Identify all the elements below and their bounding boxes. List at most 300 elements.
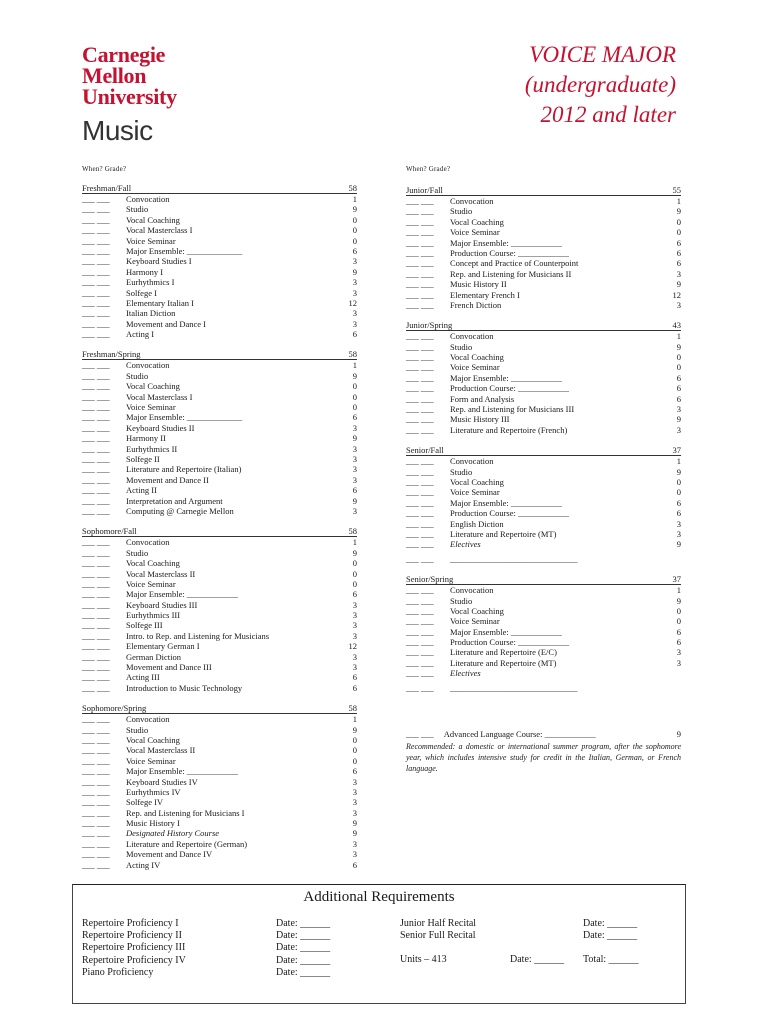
course-row [82, 464, 357, 474]
blank-marks: ___ ___ [406, 393, 434, 404]
course-units: 0 [352, 568, 357, 579]
course-name: Electives [450, 539, 481, 550]
semester-section [406, 185, 681, 310]
course-units: 6 [676, 393, 681, 404]
course-units: 6 [352, 485, 357, 496]
cmu-logo [82, 44, 177, 147]
left-column-header: When? Grade? [82, 165, 127, 173]
course-name: Literature and Repertoire (E/C) [450, 647, 557, 658]
course-row [406, 539, 681, 549]
course-units: 1 [676, 585, 681, 596]
course-row [406, 647, 681, 657]
course-name: Major Ensemble: ____________ [450, 372, 562, 383]
blank-marks: ___ ___ [406, 553, 434, 564]
course-name: Vocal Coaching [450, 605, 504, 616]
semester-header [82, 183, 357, 194]
course-name: Vocal Masterclass I [126, 225, 193, 236]
course-units: 0 [352, 214, 357, 225]
blank-marks: ___ ___ [82, 776, 110, 787]
blank-marks: ___ ___ [406, 518, 434, 529]
course-name: Music History I [126, 818, 180, 829]
course-units: 1 [352, 194, 357, 204]
course-units: 0 [676, 216, 681, 227]
course-name: Movement and Dance II [126, 474, 209, 485]
course-row [406, 300, 681, 310]
course-name: Elementary French I [450, 289, 520, 300]
course-name: Vocal Coaching [126, 734, 180, 745]
blank-marks: ___ ___ [82, 672, 110, 683]
semester-total-units: 37 [672, 445, 681, 456]
course-units: 0 [352, 391, 357, 402]
course-units: 3 [676, 528, 681, 539]
blank-marks: ___ ___ [406, 424, 434, 435]
course-units: 1 [676, 456, 681, 467]
course-row [82, 360, 357, 370]
blank-marks: ___ ___ [406, 414, 434, 425]
course-row [406, 342, 681, 352]
blank-marks: ___ ___ [82, 578, 110, 589]
course-row [406, 658, 681, 668]
blank-marks: ___ ___ [82, 547, 110, 558]
semester-name: Junior/Spring [406, 320, 453, 331]
course-name: Studio [450, 595, 473, 606]
semester-total-units: 58 [348, 349, 357, 360]
course-row [406, 668, 681, 678]
course-row [82, 236, 357, 246]
course-row [406, 238, 681, 248]
course-name: Rep. and Listening for Musicians III [450, 404, 575, 415]
course-row [406, 508, 681, 518]
left-course-column [82, 183, 357, 880]
recital-item: Senior Full Recital [400, 930, 476, 942]
blank-marks: ___ ___ [82, 495, 110, 506]
course-row [406, 373, 681, 383]
blank-marks: ___ ___ [406, 227, 434, 238]
course-name: Eurhythmics III [126, 610, 181, 621]
course-row [406, 279, 681, 289]
course-units: 0 [352, 578, 357, 589]
course-row [82, 725, 357, 735]
proficiency-item: Repertoire Proficiency II [82, 930, 182, 942]
course-units: 6 [676, 383, 681, 394]
blank-marks: ___ ___ [406, 528, 434, 539]
course-units: 3 [352, 505, 357, 516]
course-units: 0 [352, 734, 357, 745]
right-course-column [406, 185, 681, 774]
blank-marks: ___ ___ [82, 849, 110, 860]
blank-marks: ___ ___ [406, 352, 434, 363]
course-name: Vocal Coaching [450, 476, 504, 487]
title-line-1: VOICE MAJOR [529, 42, 676, 67]
course-name: Movement and Dance IV [126, 849, 213, 860]
semester-name: Senior/Spring [406, 574, 454, 585]
blank-marks: ___ ___ [82, 474, 110, 485]
date-field: Date: ______ [583, 918, 638, 929]
course-units: 3 [352, 308, 357, 319]
course-units: 3 [352, 277, 357, 288]
course-name: Vocal Coaching [126, 214, 180, 225]
course-row [406, 627, 681, 637]
blank-marks: ___ ___ [82, 287, 110, 298]
course-units: 3 [352, 610, 357, 621]
course-units: 3 [676, 299, 681, 310]
course-units: 0 [676, 476, 681, 487]
semester-total-units: 58 [348, 526, 357, 537]
course-row [406, 217, 681, 227]
course-units: 3 [352, 443, 357, 454]
blank-marks: ___ ___ [82, 745, 110, 756]
course-units: 6 [352, 672, 357, 683]
course-row [406, 196, 681, 206]
course-name: Rep. and Listening for Musicians I [126, 807, 245, 818]
course-row [406, 637, 681, 647]
course-row [82, 506, 357, 516]
course-row [406, 352, 681, 362]
blank-marks: ___ ___ [82, 537, 110, 548]
blank-marks: ___ ___ [406, 206, 434, 217]
course-row [406, 258, 681, 268]
course-units: 3 [676, 657, 681, 668]
blank-marks: ___ ___ [82, 214, 110, 225]
course-row [82, 631, 357, 641]
blank-marks: ___ ___ [82, 422, 110, 433]
semester-header [406, 445, 681, 456]
course-name: Convocation [126, 714, 170, 725]
units-total: Units – 413 [400, 954, 447, 965]
course-name: Vocal Coaching [450, 352, 504, 363]
course-name: Studio [450, 206, 473, 217]
blank-marks: ___ ___ [82, 682, 110, 693]
course-units: 1 [352, 714, 357, 725]
course-row [82, 277, 357, 287]
course-units: 0 [352, 745, 357, 756]
semester-name: Senior/Fall [406, 445, 444, 456]
course-units: 1 [676, 196, 681, 206]
course-row [82, 610, 357, 620]
blank-marks: ___ ___ [82, 734, 110, 745]
course-row [82, 256, 357, 266]
additional-requirements-title: Additional Requirements [303, 889, 455, 905]
semester-header [82, 526, 357, 537]
blank-marks: ___ ___ [406, 729, 434, 740]
course-row [82, 423, 357, 433]
units-date: Date: ______ [510, 954, 565, 965]
course-row [406, 467, 681, 477]
blank-marks: ___ ___ [406, 508, 434, 519]
blank-marks: ___ ___ [406, 258, 434, 269]
course-units: 3 [352, 256, 357, 267]
course-units: 12 [348, 641, 357, 652]
course-row [82, 797, 357, 807]
blank-marks: ___ ___ [82, 641, 110, 652]
course-row [82, 548, 357, 558]
blank-marks: ___ ___ [406, 404, 434, 415]
proficiency-item: Repertoire Proficiency I [82, 918, 179, 929]
course-units: 9 [352, 495, 357, 506]
blank-marks: ___ ___ [82, 194, 110, 204]
course-name: Voice Seminar [450, 227, 500, 238]
course-name: Form and Analysis [450, 393, 515, 404]
course-row [82, 569, 357, 579]
advanced-language-row [406, 729, 681, 739]
course-units: 3 [352, 453, 357, 464]
course-units: 3 [352, 474, 357, 485]
proficiency-item: Repertoire Proficiency III [82, 942, 186, 954]
course-units: 6 [352, 329, 357, 340]
blank-marks: ___ ___ [82, 297, 110, 308]
course-row [406, 498, 681, 508]
semester-total-units: 58 [348, 703, 357, 714]
title-line-2: (undergraduate) [524, 72, 676, 97]
course-units: 0 [352, 402, 357, 413]
total-field: Total: ______ [583, 954, 639, 965]
course-row [406, 394, 681, 404]
blank-marks: ___ ___ [82, 651, 110, 662]
course-row [82, 381, 357, 391]
date-field: Date: ______ [276, 930, 331, 942]
course-name: Production Course: ____________ [450, 637, 569, 648]
course-units: 9 [352, 433, 357, 444]
course-name: Literature and Repertoire (French) [450, 424, 568, 435]
course-name: Introduction to Music Technology [126, 682, 243, 693]
course-name: Voice Seminar [126, 402, 176, 413]
course-units: 9 [352, 204, 357, 215]
course-units: 3 [676, 268, 681, 279]
course-name: Voice Seminar [450, 616, 500, 627]
course-name: Electives [450, 668, 481, 679]
course-units: 3 [352, 776, 357, 787]
course-row [82, 204, 357, 214]
course-units: 3 [352, 318, 357, 329]
course-row [82, 620, 357, 630]
course-units: 0 [676, 616, 681, 627]
course-units: 3 [676, 404, 681, 415]
course-row [82, 485, 357, 495]
course-name: Elementary Italian I [126, 297, 194, 308]
blank-marks: ___ ___ [82, 620, 110, 631]
course-units: 6 [676, 637, 681, 648]
blank-marks: ___ ___ [82, 485, 110, 496]
course-name: Convocation [126, 194, 170, 204]
blank-marks: ___ ___ [82, 589, 110, 600]
recital-dates [583, 918, 637, 942]
course-name: Interpretation and Argument [126, 495, 223, 506]
course-row [82, 683, 357, 693]
course-row [82, 433, 357, 443]
blank-marks: ___ ___ [406, 487, 434, 498]
course-name: Solfege III [126, 620, 163, 631]
blank-marks: ___ ___ [82, 766, 110, 777]
blank-marks: ___ ___ [406, 647, 434, 658]
course-name: Vocal Coaching [126, 381, 180, 392]
blank-marks: ___ ___ [82, 277, 110, 288]
course-row [82, 672, 357, 682]
course-units: 0 [676, 487, 681, 498]
blank-marks: ___ ___ [82, 807, 110, 818]
blank-marks: ___ ___ [82, 225, 110, 236]
semester-header [406, 574, 681, 585]
course-name: Designated History Course [126, 828, 220, 839]
course-name: Vocal Masterclass II [126, 568, 196, 579]
course-units: 0 [352, 381, 357, 392]
blank-marks: ___ ___ [406, 362, 434, 373]
blank-marks: ___ ___ [406, 616, 434, 627]
course-name: Major Ensemble: ____________ [450, 626, 562, 637]
course-units: 6 [676, 258, 681, 269]
course-units: 6 [352, 589, 357, 600]
blank-marks: ___ ___ [82, 797, 110, 808]
course-row [82, 194, 357, 204]
course-row [82, 860, 357, 870]
right-column-header: When? Grade? [406, 165, 451, 173]
course-row [406, 269, 681, 279]
course-name: Voice Seminar [126, 235, 176, 246]
course-row [82, 225, 357, 235]
course-units: 9 [676, 414, 681, 425]
course-units: 1 [352, 360, 357, 371]
course-units: 3 [352, 464, 357, 475]
course-row [406, 290, 681, 300]
blank-marks: ___ ___ [82, 558, 110, 569]
blank-marks: ___ ___ [406, 299, 434, 310]
course-name: Literature and Repertoire (MT) [450, 657, 557, 668]
course-units: 6 [352, 412, 357, 423]
blank-marks: ___ ___ [406, 331, 434, 342]
advanced-language-label: Advanced Language Course: ____________ [443, 729, 596, 740]
course-name: Voice Seminar [450, 487, 500, 498]
course-name: Eurhythmics II [126, 443, 178, 454]
course-name: Major Ensemble: ____________ [126, 589, 238, 600]
blank-marks: ___ ___ [406, 605, 434, 616]
semester-header [406, 185, 681, 196]
course-row [82, 589, 357, 599]
course-units: 9 [352, 724, 357, 735]
course-name: Voice Seminar [126, 578, 176, 589]
course-row [82, 288, 357, 298]
blank-marks: ___ ___ [82, 308, 110, 319]
course-name: Convocation [450, 456, 494, 467]
blank-marks: ___ ___ [82, 818, 110, 829]
course-name: Literature and Repertoire (German) [126, 838, 248, 849]
blank-marks: ___ ___ [82, 859, 110, 870]
course-name: Production Course: ____________ [450, 247, 569, 258]
logo-line-2: Mellon [82, 63, 147, 88]
course-units: 3 [352, 630, 357, 641]
blank-marks: ___ ___ [82, 714, 110, 725]
course-row [82, 246, 357, 256]
blank-marks: ___ ___ [82, 662, 110, 673]
course-name: Solfege II [126, 453, 160, 464]
course-name: Solfege I [126, 287, 157, 298]
course-units: 3 [352, 620, 357, 631]
course-row [406, 362, 681, 372]
course-units: 0 [352, 225, 357, 236]
course-row [82, 579, 357, 589]
course-row [406, 331, 681, 341]
course-units: 3 [352, 849, 357, 860]
blank-marks: ___ ___ [406, 196, 434, 206]
course-units: 0 [352, 755, 357, 766]
date-field: Date: ______ [276, 918, 331, 929]
blank-marks: ___ ___ [406, 497, 434, 508]
blank-marks: ___ ___ [82, 360, 110, 371]
course-units: 12 [348, 297, 357, 308]
course-units: 12 [672, 289, 681, 300]
course-row [82, 756, 357, 766]
blank-marks: ___ ___ [406, 626, 434, 637]
course-name: Voice Seminar [450, 362, 500, 373]
blank-marks: ___ ___ [82, 412, 110, 423]
course-name: Movement and Dance III [126, 662, 212, 673]
course-row [82, 267, 357, 277]
blank-marks: ___ ___ [406, 237, 434, 248]
course-row [406, 248, 681, 258]
course-row [82, 319, 357, 329]
course-row [82, 444, 357, 454]
blank-marks: ___ ___ [82, 786, 110, 797]
blank-marks: ___ ___ [82, 464, 110, 475]
course-name: Vocal Masterclass II [126, 745, 196, 756]
blank-marks: ___ ___ [406, 279, 434, 290]
course-row [82, 766, 357, 776]
semester-total-units: 43 [672, 320, 681, 331]
course-name: Harmony II [126, 433, 166, 444]
course-row [82, 475, 357, 485]
course-name: Keyboard Studies I [126, 256, 192, 267]
blank-marks: ___ ___ [82, 610, 110, 621]
blank-marks: ___ ___ [406, 372, 434, 383]
blank-marks: ___ ___ [82, 235, 110, 246]
course-name: Convocation [126, 360, 170, 371]
semester-name: Freshman/Spring [82, 349, 141, 360]
blank-marks: ___ ___ [82, 266, 110, 277]
course-row [406, 425, 681, 435]
course-name: Concept and Practice of Counterpoint [450, 258, 579, 269]
course-units: 3 [676, 647, 681, 658]
course-name: Convocation [450, 585, 494, 596]
blank-marks: ___ ___ [406, 341, 434, 352]
course-name: Acting III [126, 672, 160, 683]
course-name: Acting IV [126, 859, 161, 870]
course-name: Intro. to Rep. and Listening for Musicians [126, 630, 270, 641]
course-row [82, 828, 357, 838]
course-row [406, 606, 681, 616]
semester-section [406, 574, 681, 693]
course-name: Music History III [450, 414, 510, 425]
course-row [82, 215, 357, 225]
course-row [82, 662, 357, 672]
blank-marks: ___ ___ [406, 657, 434, 668]
course-row [406, 404, 681, 414]
course-units: 6 [676, 372, 681, 383]
blank-marks: ___ ___ [82, 329, 110, 340]
blank-marks: ___ ___ [82, 443, 110, 454]
course-row [82, 714, 357, 724]
semester-section [406, 445, 681, 564]
course-units: 3 [352, 599, 357, 610]
course-name: French Diction [450, 299, 502, 310]
course-name: Keyboard Studies IV [126, 776, 198, 787]
course-units: 0 [676, 352, 681, 363]
course-units: 3 [676, 518, 681, 529]
proficiency-dates [276, 918, 330, 979]
semester-header [406, 320, 681, 331]
blank-marks: ___ ___ [82, 568, 110, 579]
course-row [406, 456, 681, 466]
semester-name: Sophomore/Fall [82, 526, 137, 537]
course-name: Studio [126, 724, 149, 735]
date-field: Date: ______ [276, 942, 331, 954]
